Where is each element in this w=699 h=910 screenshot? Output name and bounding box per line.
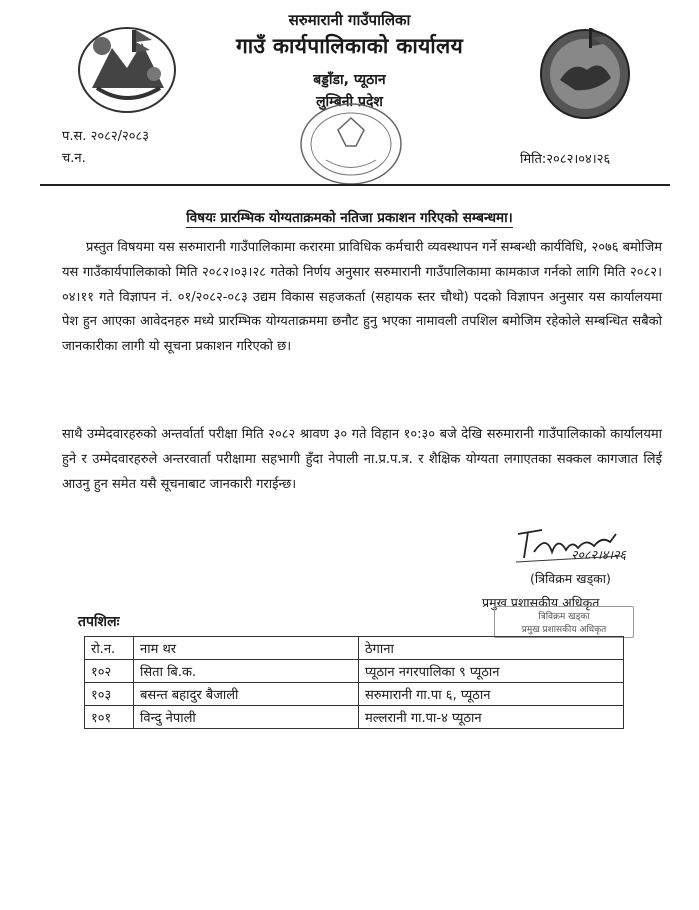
municipality-name: सरुमारानी गाउँपालिका [288, 11, 411, 29]
stamp-name: त्रिविक्रम खड्का [538, 612, 590, 622]
cell-address: सरुमारानी गा.पा ६, प्यूठान [359, 683, 624, 706]
signer-name: (त्रिविक्रम खड्का) [530, 571, 611, 586]
table-header-row [85, 637, 624, 660]
list-title: तपशिलः [78, 614, 120, 630]
cell-address: मल्लरानी गा.पा-४ प्यूठान [359, 706, 624, 729]
table-row [85, 660, 624, 683]
header-divider [40, 184, 670, 186]
name-stamp [494, 606, 634, 638]
province-name: लुम्बिनी प्रदेश [316, 94, 383, 110]
cell-name: विन्दु नेपाली [134, 706, 359, 729]
letter-number: प.स. २०८२/२०८३ [62, 129, 150, 144]
office-stamp-icon [296, 100, 406, 188]
office-title: गाउँ कार्यपालिकाको कार्यालय [235, 34, 464, 58]
cell-roll: १०२ [85, 660, 134, 683]
col-header-name: नाम थर [134, 637, 359, 660]
stamp-designation: प्रमुख प्रशासकीय अधिकृत [521, 625, 607, 635]
candidate-table [84, 636, 624, 729]
signer-designation: प्रमुख प्रशासकीय अधिकृत [482, 595, 600, 610]
table-row [85, 683, 624, 706]
cell-name: सिता बि.क. [134, 660, 359, 683]
cell-roll: १०१ [85, 706, 134, 729]
office-location: बड्डाँडा, प्यूठान [313, 72, 386, 88]
body-paragraph-2: साथै उम्मेदवारहरुको अन्तर्वार्ता परीक्षा मिति २०८२ श्रावण ३० गते विहान १०:३० बजे देखि सरुमारानी गाउँपालिकाको कार्यालयमा हुने र उम्मेदवारहरुले अन्तरवार्ता परीक्षामा सहभागी हुँदा नेपाली ना.प्र.प.त्र. र शैक्षिक योग्यता लगाएतका सक्कल कागजात लिई आउनु हुन समेत यसै सूचनाबाट जानकारी गराईन्छ। [62, 427, 662, 492]
subject-line [0, 208, 699, 226]
cell-name: बसन्त बहादुर बैजाली [134, 683, 359, 706]
dispatch-number: च.न. [62, 151, 86, 166]
cell-roll: १०३ [85, 683, 134, 706]
col-header-roll: रो.न. [85, 637, 134, 660]
cell-address: प्यूठान नगरपालिका ९ प्यूठान [359, 660, 624, 683]
letter-date: मिति:२०८२।०४।२६ [520, 152, 611, 167]
body-paragraph-1: प्रस्तुत विषयमा यस सरुमारानी गाउँपालिकामा करारमा प्राविधिक कर्मचारी व्यवस्थापन गर्ने सम्बन्धी कार्यविधि, २०७६ बमोजिम यस गाउँकार्यपालिकाको मिति २०८२।०३।२८ गतेको निर्णय अनुसार सरुमारानी गाउँपालिकामा कामकाज गर्नको लागि मिति २०८२।०४।११ गते विज्ञापन नं. ०१/२०८२-०८३ उद्यम विकास सहजकर्ता (सहायक स्तर चौथो) पदको विज्ञापन अनुसार यस कार्यालयमा पेश हुन आएका आवेदनहरु मध्ये प्रारम्भिक योग्यताक्रममा छनौट हुनु भएका नामावली तपशिल बमोजिम रहेकोले सम्बन्धित सबैको जानकारीका लागी यो सूचना प्रकाशन गरिएको छ। [62, 240, 662, 355]
subject-text: विषयः प्रारम्भिक योग्यताक्रमको नतिजा प्रकाशन गरिएको सम्बन्धमा। [186, 210, 513, 226]
table-row [85, 706, 624, 729]
col-header-address: ठेगाना [359, 637, 624, 660]
signature-date: २०८२।४।२६ [571, 547, 626, 562]
